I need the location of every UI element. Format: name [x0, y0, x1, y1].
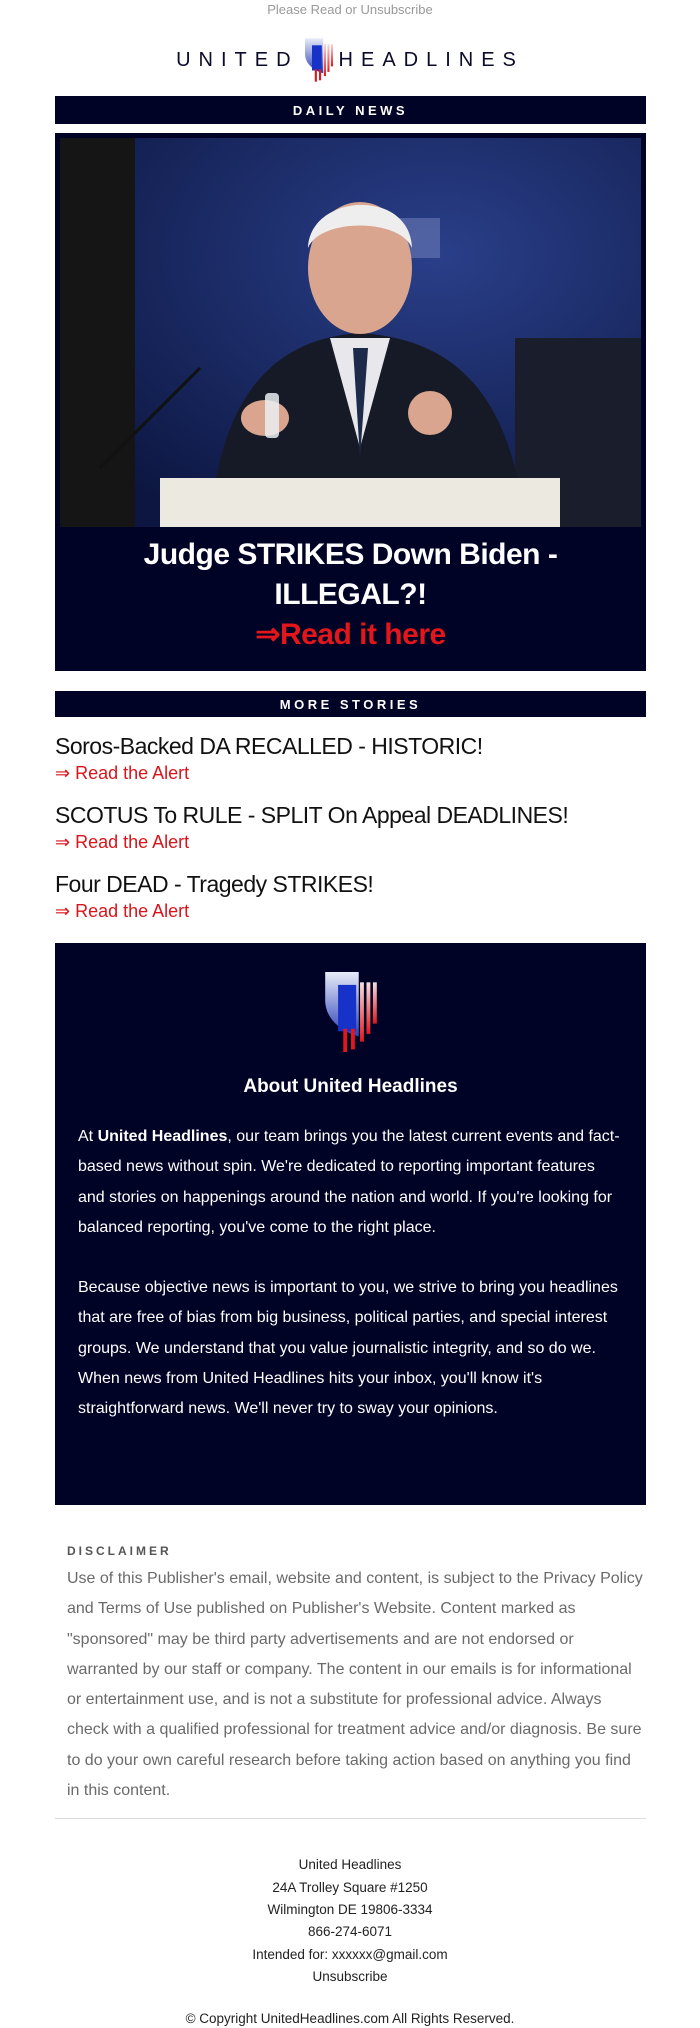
story-item: [55, 869, 646, 923]
story-read-link[interactable]: ⇒ Read the Alert: [55, 763, 190, 783]
divider: [55, 1818, 646, 1819]
brand-logo[interactable]: [0, 38, 700, 82]
footer-address-line2: Wilmington DE 19806-3334: [267, 1901, 433, 1917]
disclaimer-label: DISCLAIMER: [67, 1544, 172, 1558]
daily-news-header: [55, 96, 646, 124]
more-stories-header: [55, 691, 646, 717]
logo-word-left: UNITED: [176, 48, 299, 71]
hero-story[interactable]: [55, 133, 646, 671]
logo-word-right: HEADLINES: [338, 48, 524, 71]
about-paragraph-2: Because objective news is important to you, we strive to bring you headlines that are free of bias from big business, political parties, and special interest groups. We understand that you value journalistic integrity, and so do we. When news from United Headlines hits your inbox, you'll know it's straightforward news. We'll never try to sway your opinions.: [78, 1279, 618, 1418]
story-read-link[interactable]: ⇒ Read the Alert: [55, 832, 190, 852]
footer-intended-for: Intended for: xxxxxx@gmail.com: [252, 1946, 448, 1962]
footer-address-line1: 24A Trolley Square #1250: [272, 1879, 428, 1895]
preheader-unsubscribe-link[interactable]: Please Read or Unsubscribe: [267, 2, 433, 17]
about-brand-name: United Headlines: [97, 1128, 228, 1145]
footer-company: United Headlines: [298, 1857, 402, 1873]
daily-news-label: DAILY NEWS: [292, 102, 409, 118]
footer-address: [0, 1854, 700, 1988]
story-title[interactable]: Four DEAD - Tragedy STRIKES!: [55, 871, 374, 897]
hero-read-link[interactable]: ⇒Read it here: [255, 618, 446, 651]
story-title[interactable]: Soros-Backed DA RECALLED - HISTORIC!: [55, 733, 483, 759]
about-text: , our team brings you the latest current events and fact-based news without spin. We're dedicated to reporting important features and stories on happenings around the nation and world. If you're looking for balanced reporting, you've come to the right place.: [78, 1128, 620, 1236]
more-stories-label: MORE STORIES: [279, 696, 422, 712]
story-item: [55, 800, 646, 854]
shield-logo-icon: [305, 38, 333, 82]
disclaimer: [67, 1543, 647, 1806]
hero-image[interactable]: [60, 138, 641, 527]
shield-logo-icon: [319, 972, 383, 1052]
hero-headline[interactable]: Judge STRIKES Down Biden - ILLEGAL?!: [143, 538, 558, 611]
footer-copyright: © Copyright UnitedHeadlines.com All Rights Reserved.: [185, 2011, 515, 2027]
story-title[interactable]: SCOTUS To RULE - SPLIT On Appeal DEADLINES!: [55, 802, 569, 828]
story-item: [55, 731, 646, 785]
story-read-link[interactable]: ⇒ Read the Alert: [55, 901, 190, 921]
about-section: [55, 943, 646, 1505]
footer-unsubscribe-link[interactable]: Unsubscribe: [312, 1968, 388, 1984]
about-paragraph-1: [78, 1122, 623, 1243]
footer-phone: 866-274-6071: [307, 1924, 393, 1940]
about-text: At: [78, 1128, 98, 1145]
about-title: About United Headlines: [243, 1076, 458, 1097]
disclaimer-text: Use of this Publisher's email, website and content, is subject to the Privacy Policy and Terms of Use published on Publisher's Website. Content marked as "sponsored" may be third party advertisements and are not endorsed or warranted by our staff or company. The content in our emails is for informational or entertainment use, and is not a substitute for professional advice. Always check with a qualified professional for treatment advice and/or diagnosis. Be sure to do your own careful research before taking action based on anything you find in this content.: [67, 1570, 643, 1800]
